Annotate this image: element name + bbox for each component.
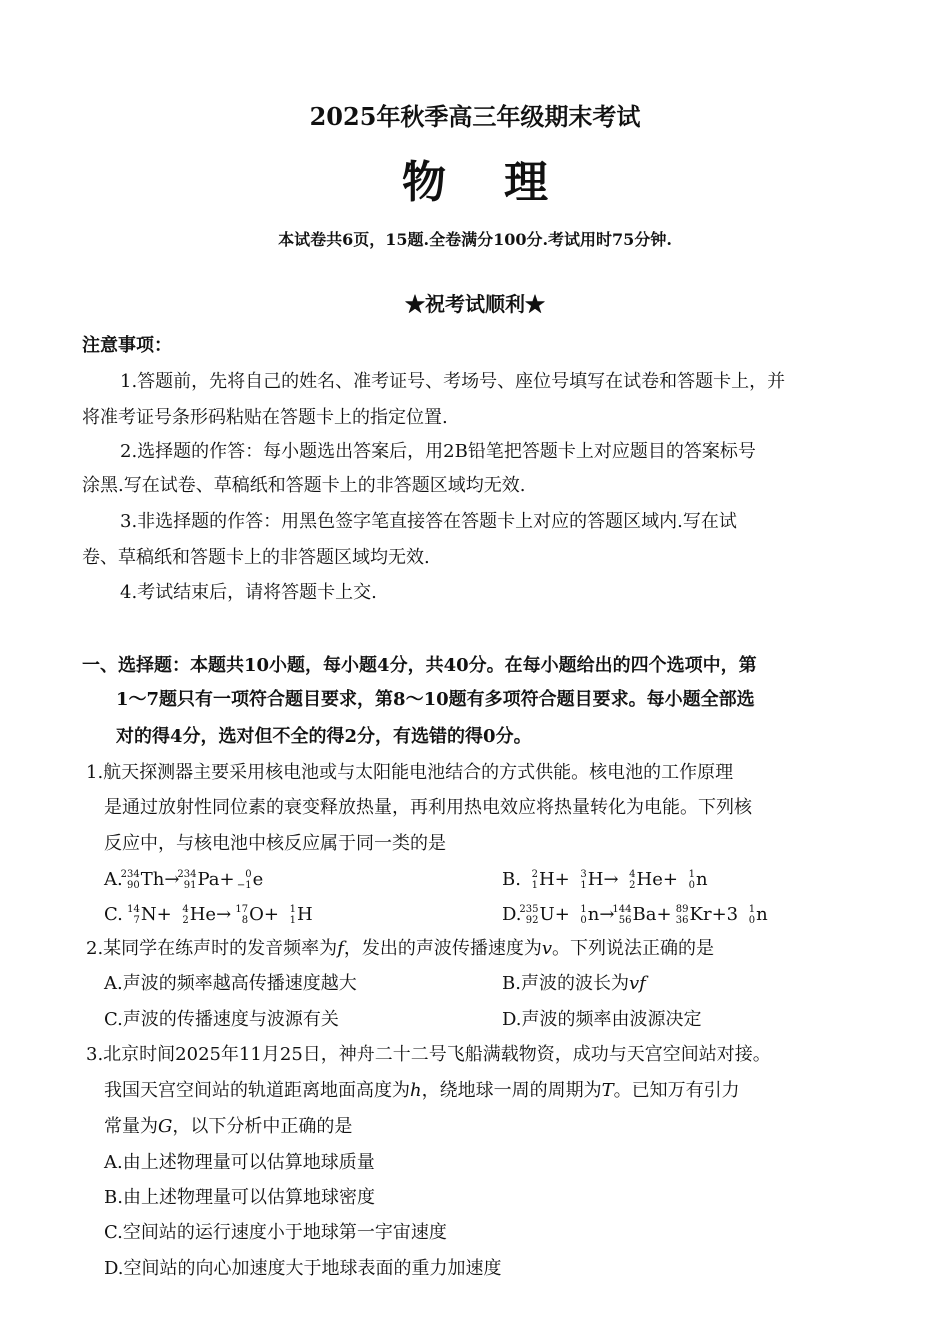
option-label: B. [502,869,521,890]
isotope-numbers [235,868,253,892]
plus-sign: +3 [711,904,739,925]
notice-line-7: 4.考试结束后，请将答题卡上交. [120,582,377,603]
mass-number: 4 [629,869,636,880]
mass-number: 4 [182,904,189,915]
q1-stem-line-1: 1.航天探测器主要采用核电池或与太阳能电池结合的方式供能。核电池的工作原理 [86,762,734,783]
mass-number: 1 [580,904,587,915]
good-luck-banner: ★祝考试顺利★ [405,292,545,316]
option-label: D. [502,904,522,925]
plus-sign: + [156,904,172,925]
element-symbol: n [756,904,768,925]
q3-stem-line-3 [104,1115,352,1139]
mass-number: 144 [612,904,632,915]
isotope-numbers [519,903,540,927]
q3-option-a: A.由上述物理量可以估算地球质量 [104,1152,375,1173]
q3-option-d: D.空间站的向心加速度大于地球表面的重力加速度 [104,1258,502,1279]
arrow-icon: → [599,904,615,925]
exam-meta: 本试卷共6页，15题.全卷满分100分.考试用时75分钟. [278,230,672,249]
element-symbol: O [249,904,264,925]
q1-option-d [502,903,768,927]
element-symbol: Pa [197,869,220,890]
isotope-numbers [231,903,249,927]
isotope-numbers [570,903,588,927]
element-symbol: n [696,869,708,890]
q2-option-c: C.声波的传播速度与波源有关 [104,1009,339,1030]
mass-number: 0 [245,869,252,880]
arrow-icon: → [164,869,180,890]
frequency-variable: f [337,938,344,959]
section1-line-2: 1～7题只有一项符合题目要求，第8～10题有多项符合题目要求。每小题全部选 [116,689,755,710]
mass-number: 89 [675,904,689,915]
mass-number: 14 [127,904,140,915]
atomic-number: 92 [525,915,539,926]
element-symbol: e [252,869,264,890]
mass-number: 3 [580,869,587,880]
plus-sign: + [656,904,672,925]
q3-line2-pre: 我国天宫空间站的轨道距离地面高度为 [104,1080,410,1101]
notice-line-1: 1.答题前，先将自己的姓名、准考证号、考场号、座位号填写在试卷和答题卡上，并 [120,371,786,392]
mass-number: 17 [235,904,249,915]
q3-line2-mid: ，绕地球一周的周期为 [421,1080,602,1101]
q2-stem-mid: ，发出的声波传播速度为 [343,938,542,959]
q2-stem-post: 。下列说法正确的是 [552,938,715,959]
q1-option-c [104,903,313,927]
q2-option-b [502,972,646,996]
atomic-number: 0 [748,915,756,926]
q3-stem-line-2 [104,1079,740,1103]
mass-number: 234 [177,869,197,880]
element-symbol: He [189,904,217,925]
atomic-number: 1 [531,880,538,891]
atomic-number: 7 [133,915,140,926]
atomic-number: 2 [629,880,636,891]
section1-line-1: 一、选择题：本题共10小题，每小题4分，共40分。在每小题给出的四个选项中，第 [82,655,757,676]
isotope-numbers [279,903,297,927]
q1-stem-line-2: 是通过放射性同位素的衰变释放热量，再利用热电效应将热量转化为电能。下列核 [104,797,752,818]
q2-option-d: D.声波的频率由波源决定 [502,1009,702,1030]
q3-line2-post: 。已知万有引力 [613,1080,740,1101]
atomic-number: 8 [241,915,249,926]
element-symbol: H [297,904,313,925]
mass-number: 1 [748,904,756,915]
atomic-number: 1 [289,915,297,926]
period-variable: T [601,1080,614,1101]
q2-stem [86,937,714,961]
q3-option-b: B.由上述物理量可以估算地球密度 [104,1187,375,1208]
q3-line3-post: ，以下分析中正确的是 [172,1116,353,1137]
q1-stem-line-3: 反应中，与核电池中核反应属于同一类的是 [104,833,446,854]
atomic-number: 90 [127,880,140,891]
element-symbol: n [587,904,600,925]
isotope-numbers [738,903,756,927]
gravitational-constant-variable: G [158,1116,173,1137]
q1-option-b [502,868,708,892]
option-label: A. [104,869,123,890]
element-symbol: Th [140,869,165,890]
atomic-number: 91 [183,880,197,891]
exam-title: 2025年秋季高三年级期末考试 [309,102,641,131]
isotope-numbers [678,868,696,892]
q2-stem-pre: 2.某同学在练声时的发音频率为 [86,938,338,959]
velocity-variable: v [541,938,553,959]
atomic-number: 2 [182,915,189,926]
atomic-number: 56 [618,915,632,926]
plus-sign: + [554,869,570,890]
height-variable: h [410,1080,422,1101]
atomic-number: 36 [675,915,689,926]
mass-number: 1 [688,869,695,880]
subject-title: 物理 [402,157,606,208]
isotope-numbers [521,868,539,892]
plus-sign: + [662,869,678,890]
q3-option-c: C.空间站的运行速度小于地球第一宇宙速度 [104,1222,447,1243]
element-symbol: U [539,904,555,925]
q3-stem-line-1: 3.北京时间2025年11月25日，神舟二十二号飞船满载物资，成功与天宫空间站对接。 [86,1044,771,1065]
element-symbol: H [587,869,604,890]
isotope-numbers [120,868,141,892]
atomic-number: 0 [688,880,695,891]
q2-option-b-text: B.声波的波长为 [502,973,629,994]
notice-line-4: 涂黑.写在试卷、草稿纸和答题卡上的非答题区域均无效. [82,475,526,496]
section1-line-3: 对的得4分，选对但不全的得2分，有选错的得0分。 [116,726,532,747]
notice-line-6: 卷、草稿纸和答题卡上的非答题区域均无效. [82,547,430,568]
plus-sign: + [554,904,570,925]
mass-number: 235 [519,904,539,915]
mass-number: 234 [120,869,140,880]
isotope-numbers [672,903,690,927]
isotope-numbers [172,903,190,927]
option-label: C. [104,904,123,925]
q3-line3-pre: 常量为 [104,1116,158,1137]
element-symbol: He [636,869,663,890]
arrow-icon: → [603,869,619,890]
notice-line-3: 2.选择题的作答：每小题选出答案后，用2B铅笔把答题卡上对应题目的答案标号 [120,441,756,462]
plus-sign: + [263,904,280,925]
atomic-number: −1 [236,880,252,891]
isotope-numbers [570,868,588,892]
element-symbol: N [140,904,157,925]
notice-line-5: 3.非选择题的作答：用黑色签字笔直接答在答题卡上对应的答题区域内.写在试 [120,511,737,532]
isotope-numbers [179,868,197,892]
q2-option-a: A.声波的频率越高传播速度越大 [104,973,357,994]
mass-number: 1 [289,904,297,915]
notice-heading: 注意事项： [82,335,172,356]
element-symbol: Kr [689,904,712,925]
isotope-numbers [619,868,637,892]
element-symbol: H [538,869,555,890]
isotope-numbers [123,903,141,927]
q1-option-a [104,868,263,892]
wavelength-expression: vf [628,973,646,994]
notice-line-2: 将准考证号条形码粘贴在答题卡上的指定位置. [82,407,448,428]
plus-sign: + [219,869,235,890]
arrow-icon: → [216,904,232,925]
atomic-number: 1 [580,880,587,891]
atomic-number: 0 [580,915,587,926]
element-symbol: Ba [632,904,657,925]
isotope-numbers [614,903,632,927]
mass-number: 2 [531,869,538,880]
